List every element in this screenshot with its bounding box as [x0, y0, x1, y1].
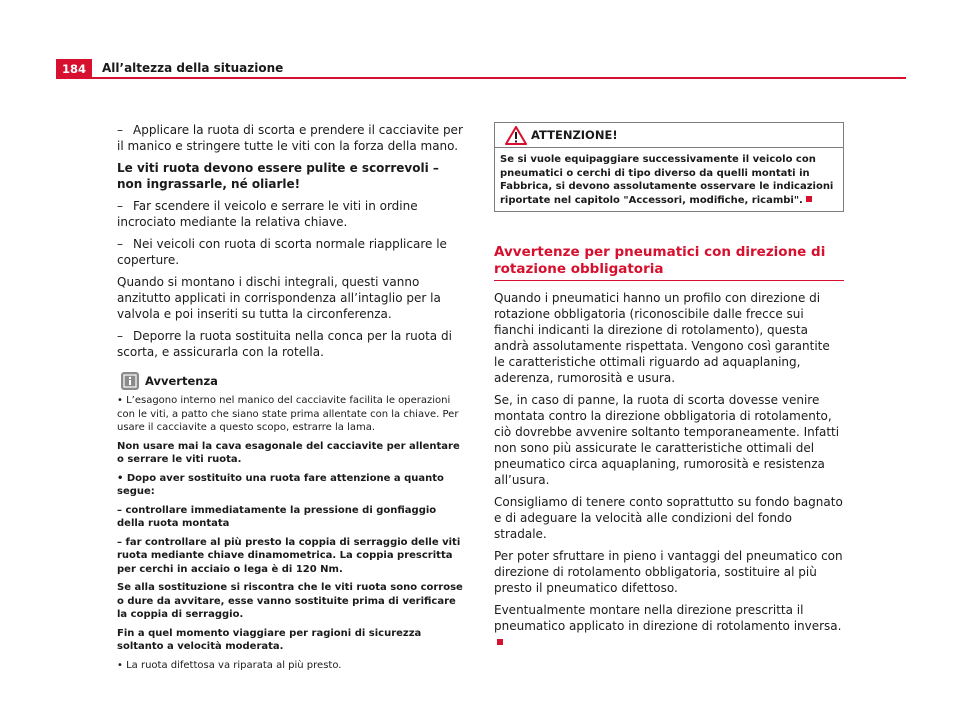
body-paragraph: Quando si montano i dischi integrali, questi vanno anzitutto applicati in corrispondenza all’intaglio per la valvola e poi inseriti su tutta la circonferenza. — [117, 275, 441, 321]
warning-title: ATTENZIONE! — [531, 128, 618, 142]
note-text: • L’esagono interno nel manico del cacciavite facilita le operazioni con le viti, a patto che siano state prima allentate con la chiave. Per usare il cacciavite a questo scopo, estrarre la lama. — [117, 395, 459, 433]
header-rule — [92, 77, 906, 79]
end-marker-icon — [806, 196, 812, 202]
note-text: Non usare mai la cava esagonale del cacciavite per allentare o serrare le viti ruota. — [117, 440, 460, 465]
note-heading — [117, 372, 467, 390]
right-column — [494, 122, 844, 656]
note-title: Avvertenza — [145, 374, 218, 388]
warning-header — [495, 123, 843, 148]
body-paragraph: Quando i pneumatici hanno un profilo con direzione di rotazione obbligatoria (riconoscibile dalle frecce sui fianchi indicanti la direzione di rotolamento), questa andrà assolutamente rispettata. Vengono così garantite le caratteristiche ottimali riguardo ad aquaplaning, aderenza, rumorosità e usura. — [494, 291, 830, 385]
left-column — [117, 122, 467, 677]
warning-text: Se si vuole equipaggiare successivamente il veicolo con pneumatici o cerchi di tipo diverso da quelli montati in Fabbrica, si devono assolutamente osservare le indicazioni riportate nel capitolo "Accessori, modifiche, ricambi". — [500, 154, 834, 206]
note-text: • Dopo aver sostituito una ruota fare attenzione a quanto segue: — [117, 472, 444, 497]
page-number: 184 — [56, 59, 92, 79]
page-header-title: All’altezza della situazione — [102, 61, 284, 75]
body-paragraph: Consigliamo di tenere conto soprattutto su fondo bagnato e di adeguare la velocità alle condizioni del fondo stradale. — [494, 495, 843, 541]
note-text: Fin a quel momento viaggiare per ragioni di sicurezza soltanto a velocità moderata. — [117, 627, 422, 652]
info-note-icon — [121, 372, 139, 390]
instruction-step: – Nei veicoli con ruota di scorta normale riapplicare le coperture. — [117, 237, 447, 267]
body-paragraph: Se, in caso di panne, la ruota di scorta dovesse venire montata contro la direzione obbligatoria di rotolamento, ciò dovrebbe avvenire soltanto temporaneamente. Infatti non sono più assicurate le caratteristiche ottimali del pneumatico circa aquaplaning, rumorosità e resistenza all’usura. — [494, 393, 840, 487]
note-text: – far controllare al più presto la coppia di serraggio delle viti ruota mediante chiave dinamometrica. La coppia prescritta per cerchi in acciaio o lega è di 120 Nm. — [117, 536, 461, 575]
body-paragraph: Eventualmente montare nella direzione prescritta il pneumatico applicato in direzione di rotolamento inversa. — [494, 602, 844, 650]
bold-remark: Le viti ruota devono essere pulite e scorrevoli – non ingrassarle, né oliarle! — [117, 161, 439, 191]
instruction-step: – Deporre la ruota sostituita nella conca per la ruota di scorta, e assicurarla con la rotella. — [117, 329, 452, 359]
note-text: Se alla sostituzione si riscontra che le viti ruota sono corrose o dure da avvitare, esse vanno sostituite prima di verificare la coppia di serraggio. — [117, 582, 463, 620]
warning-box — [494, 122, 844, 212]
section-rule — [494, 280, 844, 281]
instruction-step: – Applicare la ruota di scorta e prendere il cacciavite per il manico e stringere tutte le viti con la forza della mano. — [117, 123, 463, 153]
note-text: – controllare immediatamente la pressione di gonfiaggio della ruota montata — [117, 504, 437, 529]
warning-triangle-icon — [505, 126, 527, 145]
body-paragraph: Per poter sfruttare in pieno i vantaggi del pneumatico con direzione di rotolamento obbligatoria, sostituire al più presto il pneumatico difettoso. — [494, 549, 843, 595]
end-marker-icon — [497, 639, 503, 645]
instruction-step: – Far scendere il veicolo e serrare le viti in ordine incrociato mediante la relativa chiave. — [117, 199, 418, 229]
section-title: Avvertenze per pneumatici con direzione di rotazione obbligatoria — [494, 244, 826, 277]
note-text: • La ruota difettosa va riparata al più presto. — [117, 659, 342, 671]
